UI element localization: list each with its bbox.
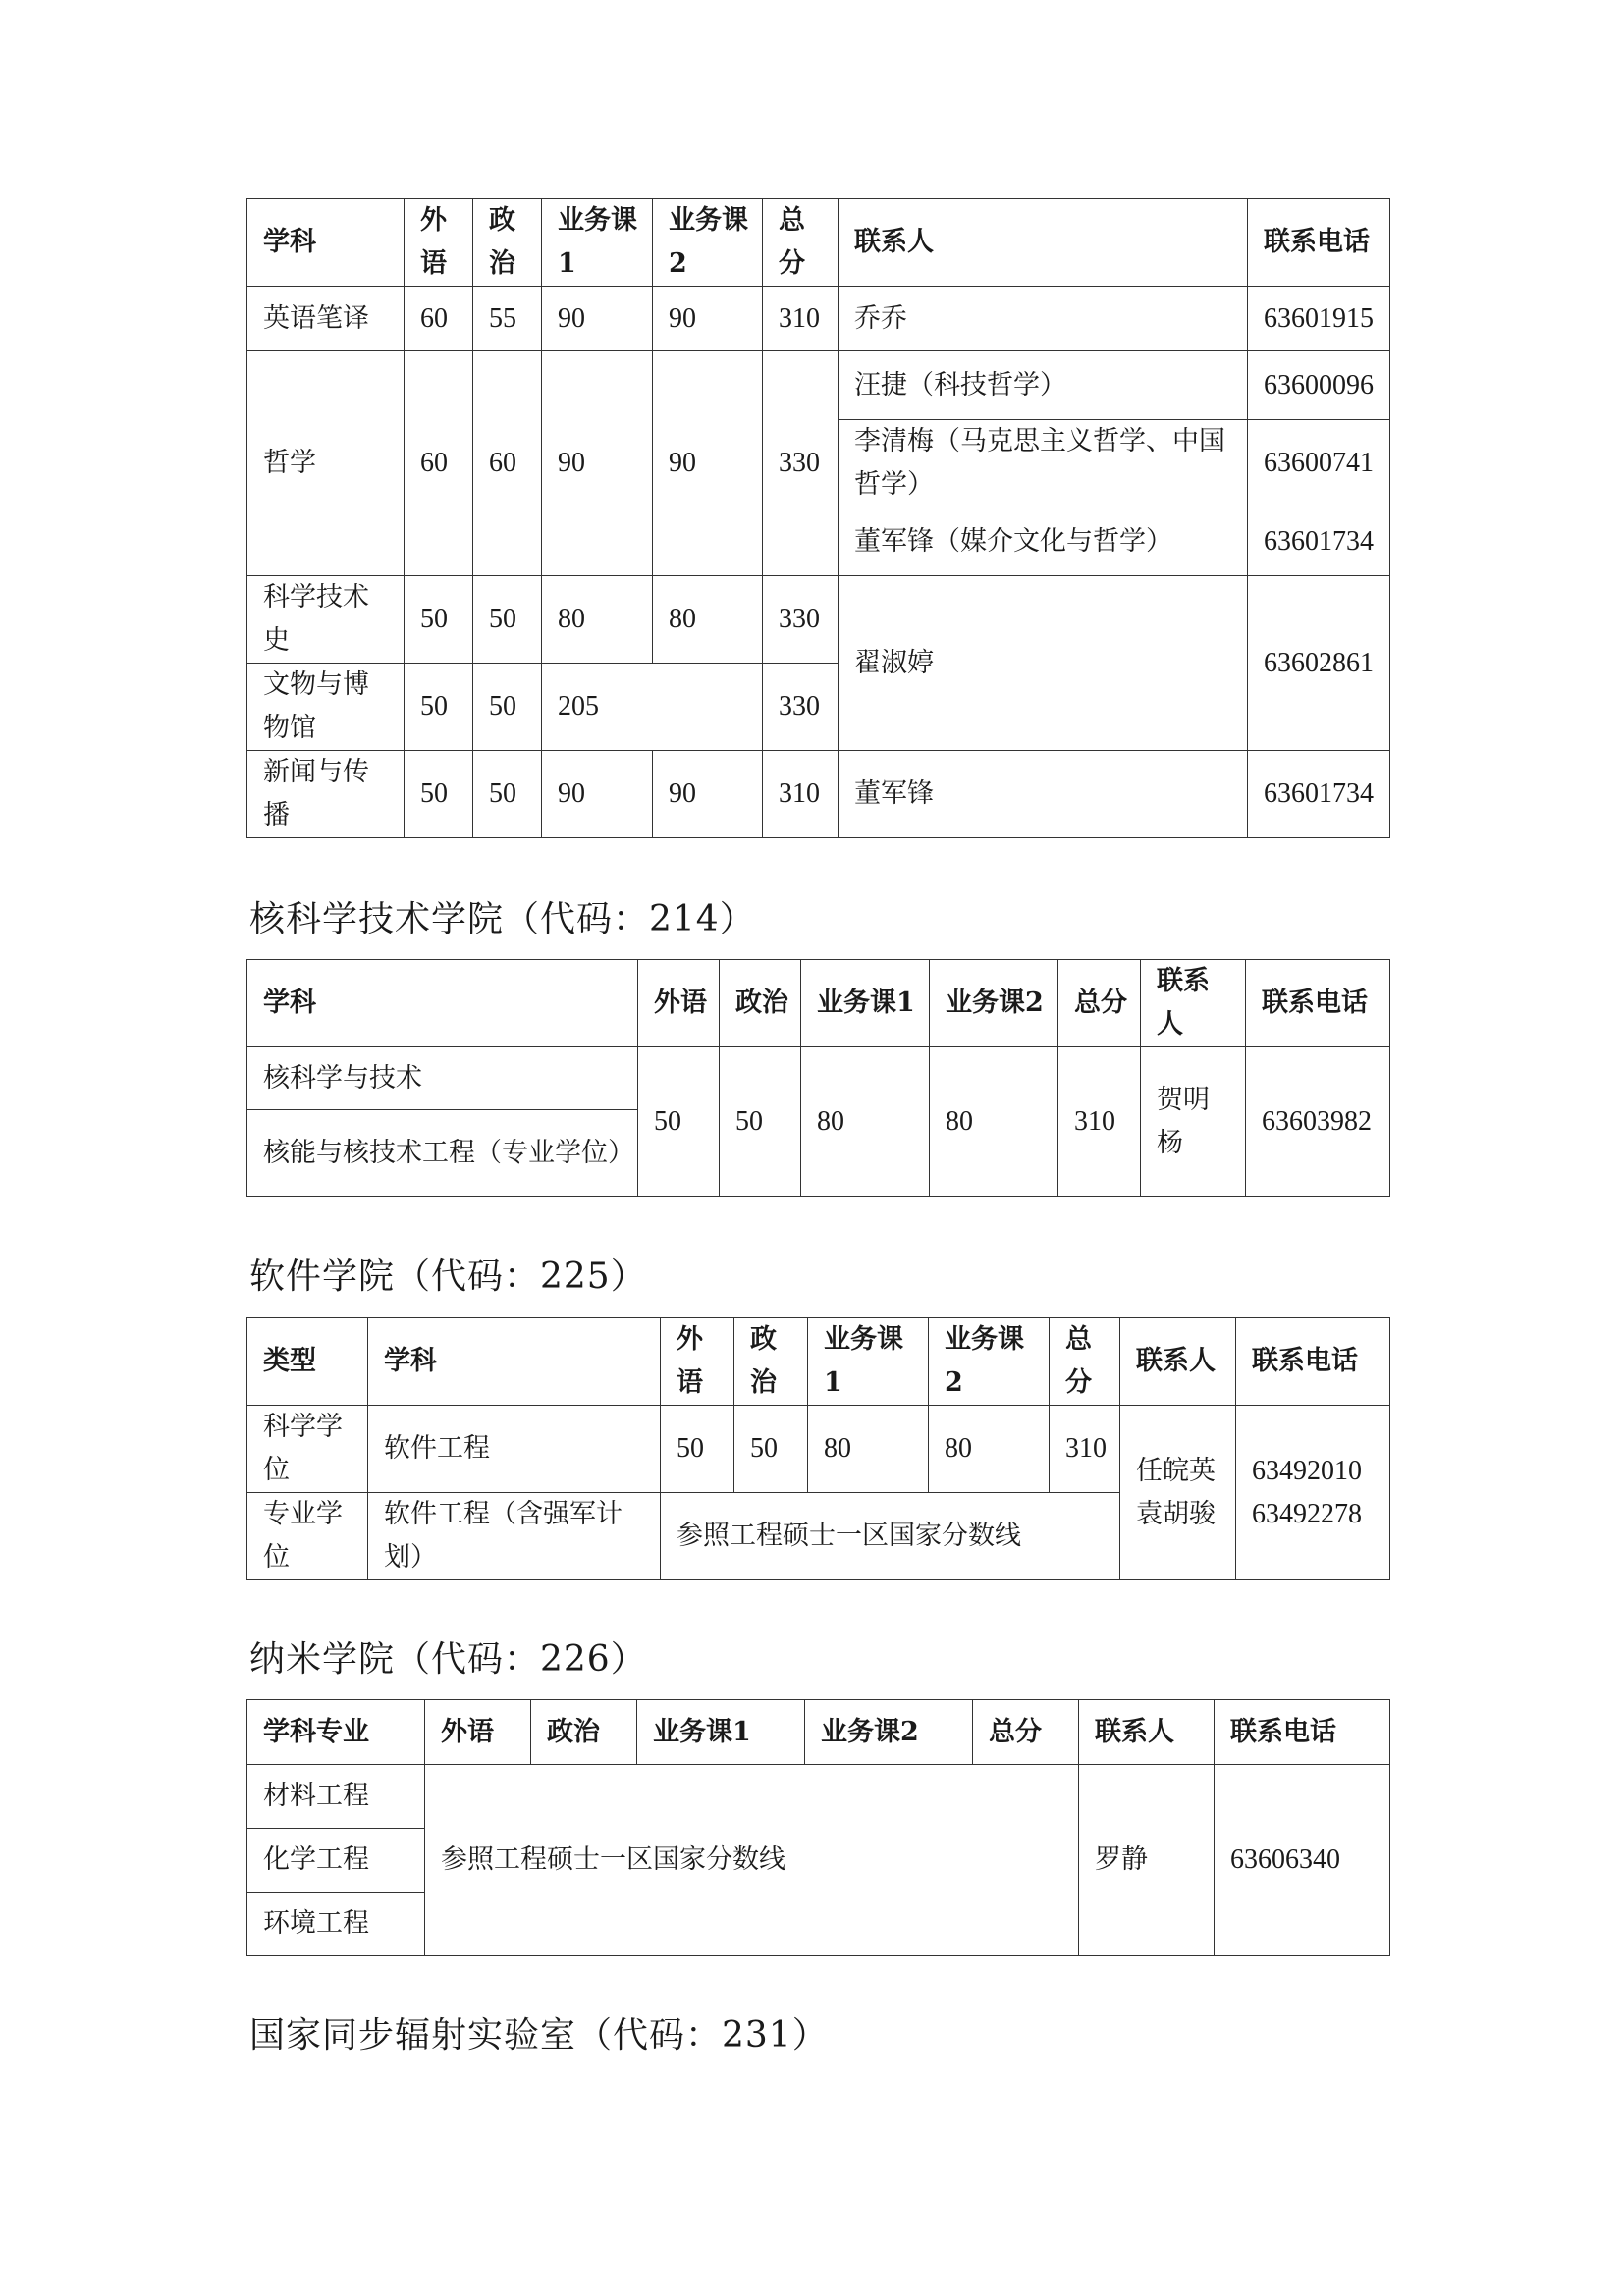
waiyu-cell: 50 <box>405 664 473 751</box>
zhengzhi-cell: 50 <box>473 576 542 664</box>
header-cell: 学科专业 <box>247 1700 425 1765</box>
contact-name: 袁胡骏 <box>1136 1498 1216 1529</box>
total-cell: 310 <box>1050 1406 1120 1493</box>
ke1-cell: 90 <box>542 287 653 351</box>
header-cell: 政治 <box>720 960 801 1047</box>
contact-cell: 董军锋（媒介文化与哲学） <box>839 507 1248 576</box>
header-cell: 联系人 <box>1120 1318 1236 1406</box>
table-row <box>247 751 1390 838</box>
ke1-cell: 80 <box>542 576 653 664</box>
total-cell: 330 <box>763 576 839 664</box>
ke1-cell: 90 <box>542 351 653 576</box>
header-cell: 业务课1 <box>637 1700 805 1765</box>
subject-cell: 文物与博物馆 <box>247 664 405 751</box>
contact-cell: 翟淑婷 <box>839 576 1248 751</box>
phone-cell: 63606340 <box>1215 1765 1390 1956</box>
total-cell: 330 <box>763 351 839 576</box>
ke2-cell: 80 <box>929 1406 1050 1493</box>
header-cell: 总分 <box>1058 960 1141 1047</box>
contact-name: 任皖英 <box>1136 1455 1216 1486</box>
waiyu-cell: 60 <box>405 287 473 351</box>
header-cell: 业务课1 <box>808 1318 929 1406</box>
zhengzhi-cell: 50 <box>734 1406 808 1493</box>
header-cell: 联系电话 <box>1246 960 1390 1047</box>
ke2-cell: 90 <box>653 287 763 351</box>
waiyu-cell: 50 <box>661 1406 734 1493</box>
header-cell: 类型 <box>247 1318 368 1406</box>
table-header-row <box>247 1318 1390 1406</box>
ke1-cell: 90 <box>542 751 653 838</box>
zhengzhi-cell: 50 <box>473 664 542 751</box>
table-header-row <box>247 960 1390 1047</box>
zhengzhi-cell: 50 <box>473 751 542 838</box>
header-cell: 联系人 <box>839 199 1248 287</box>
waiyu-cell: 50 <box>405 751 473 838</box>
contact-cell <box>1120 1406 1236 1580</box>
table-header-row <box>247 1700 1390 1765</box>
header-cell: 总分 <box>1050 1318 1120 1406</box>
subject-cell: 材料工程 <box>247 1765 425 1829</box>
subject-cell: 软件工程 <box>368 1406 661 1493</box>
section-heading: 软件学院（代码：225） <box>249 1256 647 1297</box>
phone-cell: 63601734 <box>1248 751 1390 838</box>
subject-cell: 软件工程（含强军计划） <box>368 1493 661 1580</box>
table-row <box>247 351 1390 420</box>
phone-cell: 63601915 <box>1248 287 1390 351</box>
subject-cell: 环境工程 <box>247 1893 425 1956</box>
header-cell: 总分 <box>763 199 839 287</box>
score-table-1 <box>246 198 1390 838</box>
type-cell: 科学学位 <box>247 1406 368 1493</box>
header-cell: 业务课2 <box>805 1700 973 1765</box>
total-cell: 330 <box>763 664 839 751</box>
subject-cell: 核能与核技术工程（专业学位） <box>247 1110 638 1197</box>
subject-cell: 哲学 <box>247 351 405 576</box>
header-cell: 业务课1 <box>801 960 930 1047</box>
ke1-cell: 80 <box>808 1406 929 1493</box>
contact-cell: 贺明杨 <box>1141 1047 1246 1197</box>
header-cell: 外语 <box>405 199 473 287</box>
header-cell: 外语 <box>661 1318 734 1406</box>
table-row <box>247 1047 1390 1110</box>
header-cell: 学科 <box>247 960 638 1047</box>
total-cell: 310 <box>763 287 839 351</box>
header-cell: 联系人 <box>1141 960 1246 1047</box>
subject-cell: 英语笔译 <box>247 287 405 351</box>
ke1-cell: 80 <box>801 1047 930 1197</box>
section-heading: 纳米学院（代码：226） <box>249 1639 647 1680</box>
table-row <box>247 1765 1390 1829</box>
header-cell: 政治 <box>531 1700 637 1765</box>
reference-cell: 参照工程硕士一区国家分数线 <box>661 1493 1120 1580</box>
ke2-cell: 80 <box>930 1047 1058 1197</box>
header-cell: 业务课2 <box>653 199 763 287</box>
zhengzhi-cell: 60 <box>473 351 542 576</box>
contact-cell: 罗静 <box>1079 1765 1215 1956</box>
contact-cell: 董军锋 <box>839 751 1248 838</box>
header-cell: 联系电话 <box>1248 199 1390 287</box>
header-cell: 总分 <box>973 1700 1079 1765</box>
subject-cell: 新闻与传播 <box>247 751 405 838</box>
header-cell: 联系人 <box>1079 1700 1215 1765</box>
section-heading: 国家同步辐射实验室（代码：231） <box>249 2015 829 2056</box>
ke2-cell: 90 <box>653 751 763 838</box>
reference-cell: 参照工程硕士一区国家分数线 <box>425 1765 1079 1956</box>
ke2-cell: 80 <box>653 576 763 664</box>
score-table-2 <box>246 959 1390 1197</box>
ke-combined-cell: 205 <box>542 664 763 751</box>
waiyu-cell: 50 <box>638 1047 720 1197</box>
header-cell: 学科 <box>247 199 405 287</box>
subject-cell: 核科学与技术 <box>247 1047 638 1110</box>
phone-cell: 63601734 <box>1248 507 1390 576</box>
zhengzhi-cell: 55 <box>473 287 542 351</box>
header-cell: 外语 <box>638 960 720 1047</box>
phone-cell: 63603982 <box>1246 1047 1390 1197</box>
contact-cell: 乔乔 <box>839 287 1248 351</box>
section-heading: 核科学技术学院（代码：214） <box>249 899 756 939</box>
header-cell: 学科 <box>368 1318 661 1406</box>
phone-number: 63492010 <box>1252 1455 1362 1486</box>
phone-cell: 63600741 <box>1248 420 1390 507</box>
header-cell: 政治 <box>734 1318 808 1406</box>
contact-cell: 李清梅（马克思主义哲学、中国哲学） <box>839 420 1248 507</box>
phone-cell <box>1236 1406 1390 1580</box>
phone-cell: 63600096 <box>1248 351 1390 420</box>
waiyu-cell: 50 <box>405 576 473 664</box>
header-cell: 联系电话 <box>1215 1700 1390 1765</box>
header-cell: 外语 <box>425 1700 531 1765</box>
table-header-row <box>247 199 1390 287</box>
phone-number: 63492278 <box>1252 1498 1362 1529</box>
subject-cell: 化学工程 <box>247 1829 425 1893</box>
subject-cell: 科学技术史 <box>247 576 405 664</box>
waiyu-cell: 60 <box>405 351 473 576</box>
total-cell: 310 <box>1058 1047 1141 1197</box>
table-row <box>247 576 1390 664</box>
ke2-cell: 90 <box>653 351 763 576</box>
table-row <box>247 1406 1390 1493</box>
zhengzhi-cell: 50 <box>720 1047 801 1197</box>
score-table-4 <box>246 1699 1390 1956</box>
header-cell: 业务课2 <box>930 960 1058 1047</box>
type-cell: 专业学位 <box>247 1493 368 1580</box>
total-cell: 310 <box>763 751 839 838</box>
header-cell: 业务课2 <box>929 1318 1050 1406</box>
score-table-3 <box>246 1317 1390 1580</box>
header-cell: 联系电话 <box>1236 1318 1390 1406</box>
table-row <box>247 287 1390 351</box>
phone-cell: 63602861 <box>1248 576 1390 751</box>
header-cell: 业务课1 <box>542 199 653 287</box>
header-cell: 政治 <box>473 199 542 287</box>
contact-cell: 汪捷（科技哲学） <box>839 351 1248 420</box>
